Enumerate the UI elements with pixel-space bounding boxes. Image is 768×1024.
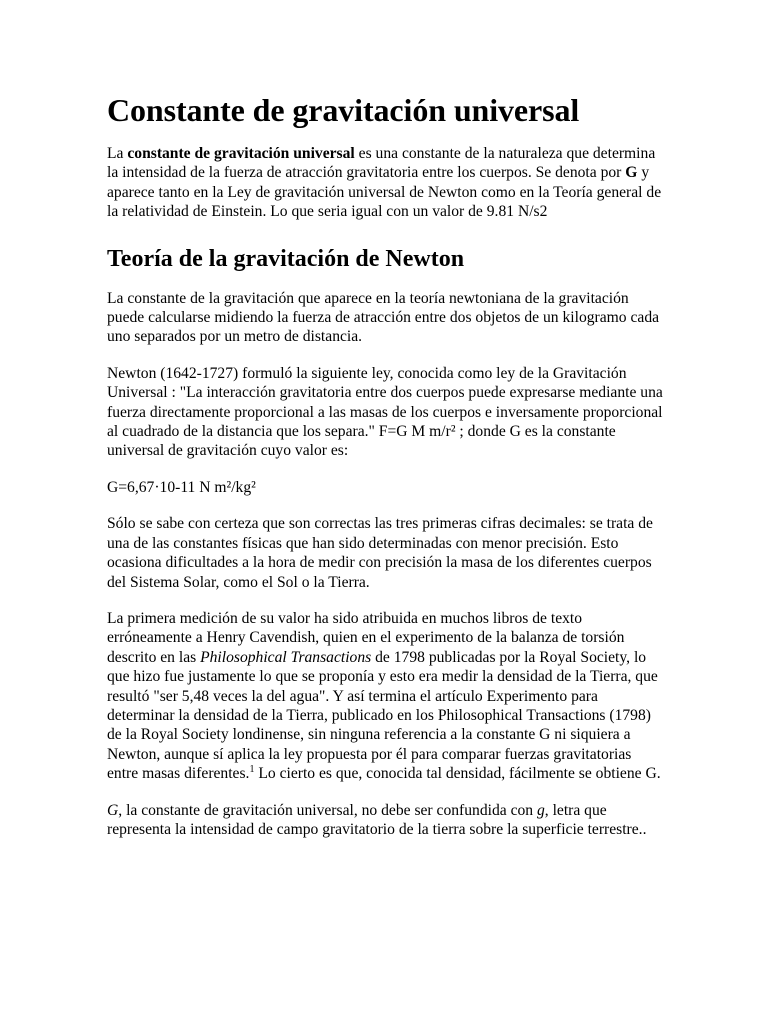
paragraph-1: La constante de la gravitación que aparece en la teoría newtoniana de la gravitación puede calcularse midiendo la fuerza de atracción entre dos objetos de un kilogramo cada uno separados por un metro de distancia.	[107, 289, 660, 346]
formula-paragraph: G=6,67·10-11 N m²/kg²	[107, 478, 256, 496]
paragraph-5	[107, 801, 664, 840]
p4-text-2: de 1798 publicadas por la Royal Society, lo que hizo fue justamente lo que se proponía y esto era medir la densidad de la Tierra, que resultó "ser 5,48 veces la del agua". Y así termina el artículo Experimento para determinar la densidad de la Tierra, publicado en los Philosophical Transactions (1798) de la Royal Society londinense, sin ninguna referencia a la constante G ni siquiera a Newton, aunque sí aplica la ley propuesta por él para comparar fuerzas gravitatorias entre masas diferentes.	[107, 648, 658, 783]
p5-italic-G: G	[107, 801, 119, 819]
section-heading: Teoría de la gravitación de Newton	[107, 245, 465, 272]
intro-bold-symbol: G	[625, 164, 638, 182]
footnote-reference: 1	[249, 764, 255, 776]
intro-text-2: es una constante de la naturaleza que determina la intensidad de la fuerza de atracción gravitatoria entre los cuerpos. Se denota por	[107, 145, 656, 182]
intro-bold-term: constante de gravitación universal	[127, 145, 355, 162]
paragraph-3: Sólo se sabe con certeza que son correctas las tres primeras cifras decimales: se trata de una de las constantes físicas que han sido determinadas con menor precisión. Esto ocasiona dificultades a la hora de medir con precisión la masa de los diferentes cuerpos del Sistema Solar, como el Sol o la Tierra.	[107, 515, 653, 591]
paragraph-2: Newton (1642-1727) formuló la siguiente ley, conocida como ley de la Gravitación Universal : "La interacción gravitatoria entre dos cuerpos puede expresarse mediante una fuerza directamente proporcional a las masas de los cuerpos e inversamente proporcional al cuadrado de la distancia que los separa." F=G M m/r² ; donde G es la constante universal de gravitación cuyo valor es:	[107, 364, 663, 460]
p4-text-1: La primera medición de su valor ha sido atribuida en muchos libros de texto erróneamente a Henry Cavendish, quien en el experimento de la balanza de torsión descrito en las	[107, 609, 625, 666]
p4-text-3: Lo cierto es que, conocida tal densidad, fácilmente se obtiene G.	[254, 765, 661, 783]
p5-italic-g: g	[536, 801, 545, 819]
page-title: Constante de gravitación universal	[107, 92, 580, 128]
intro-text-1: La	[107, 145, 128, 162]
p5-text-2: , letra que representa la intensidad de campo gravitatorio de la tierra sobre la superficie terrestre..	[107, 801, 647, 838]
intro-paragraph	[107, 144, 664, 222]
p5-text-1: , la constante de gravitación universal, no debe ser confundida con	[118, 801, 537, 819]
intro-text-3: y aparece tanto en la Ley de gravitación universal de Newton como en la Teoría general de la relatividad de Einstein. Lo que seria igual con un valor de 9.81 N/s2	[107, 164, 662, 221]
p4-italic-journal: Philosophical Transactions	[200, 648, 372, 666]
paragraph-4	[107, 609, 664, 784]
